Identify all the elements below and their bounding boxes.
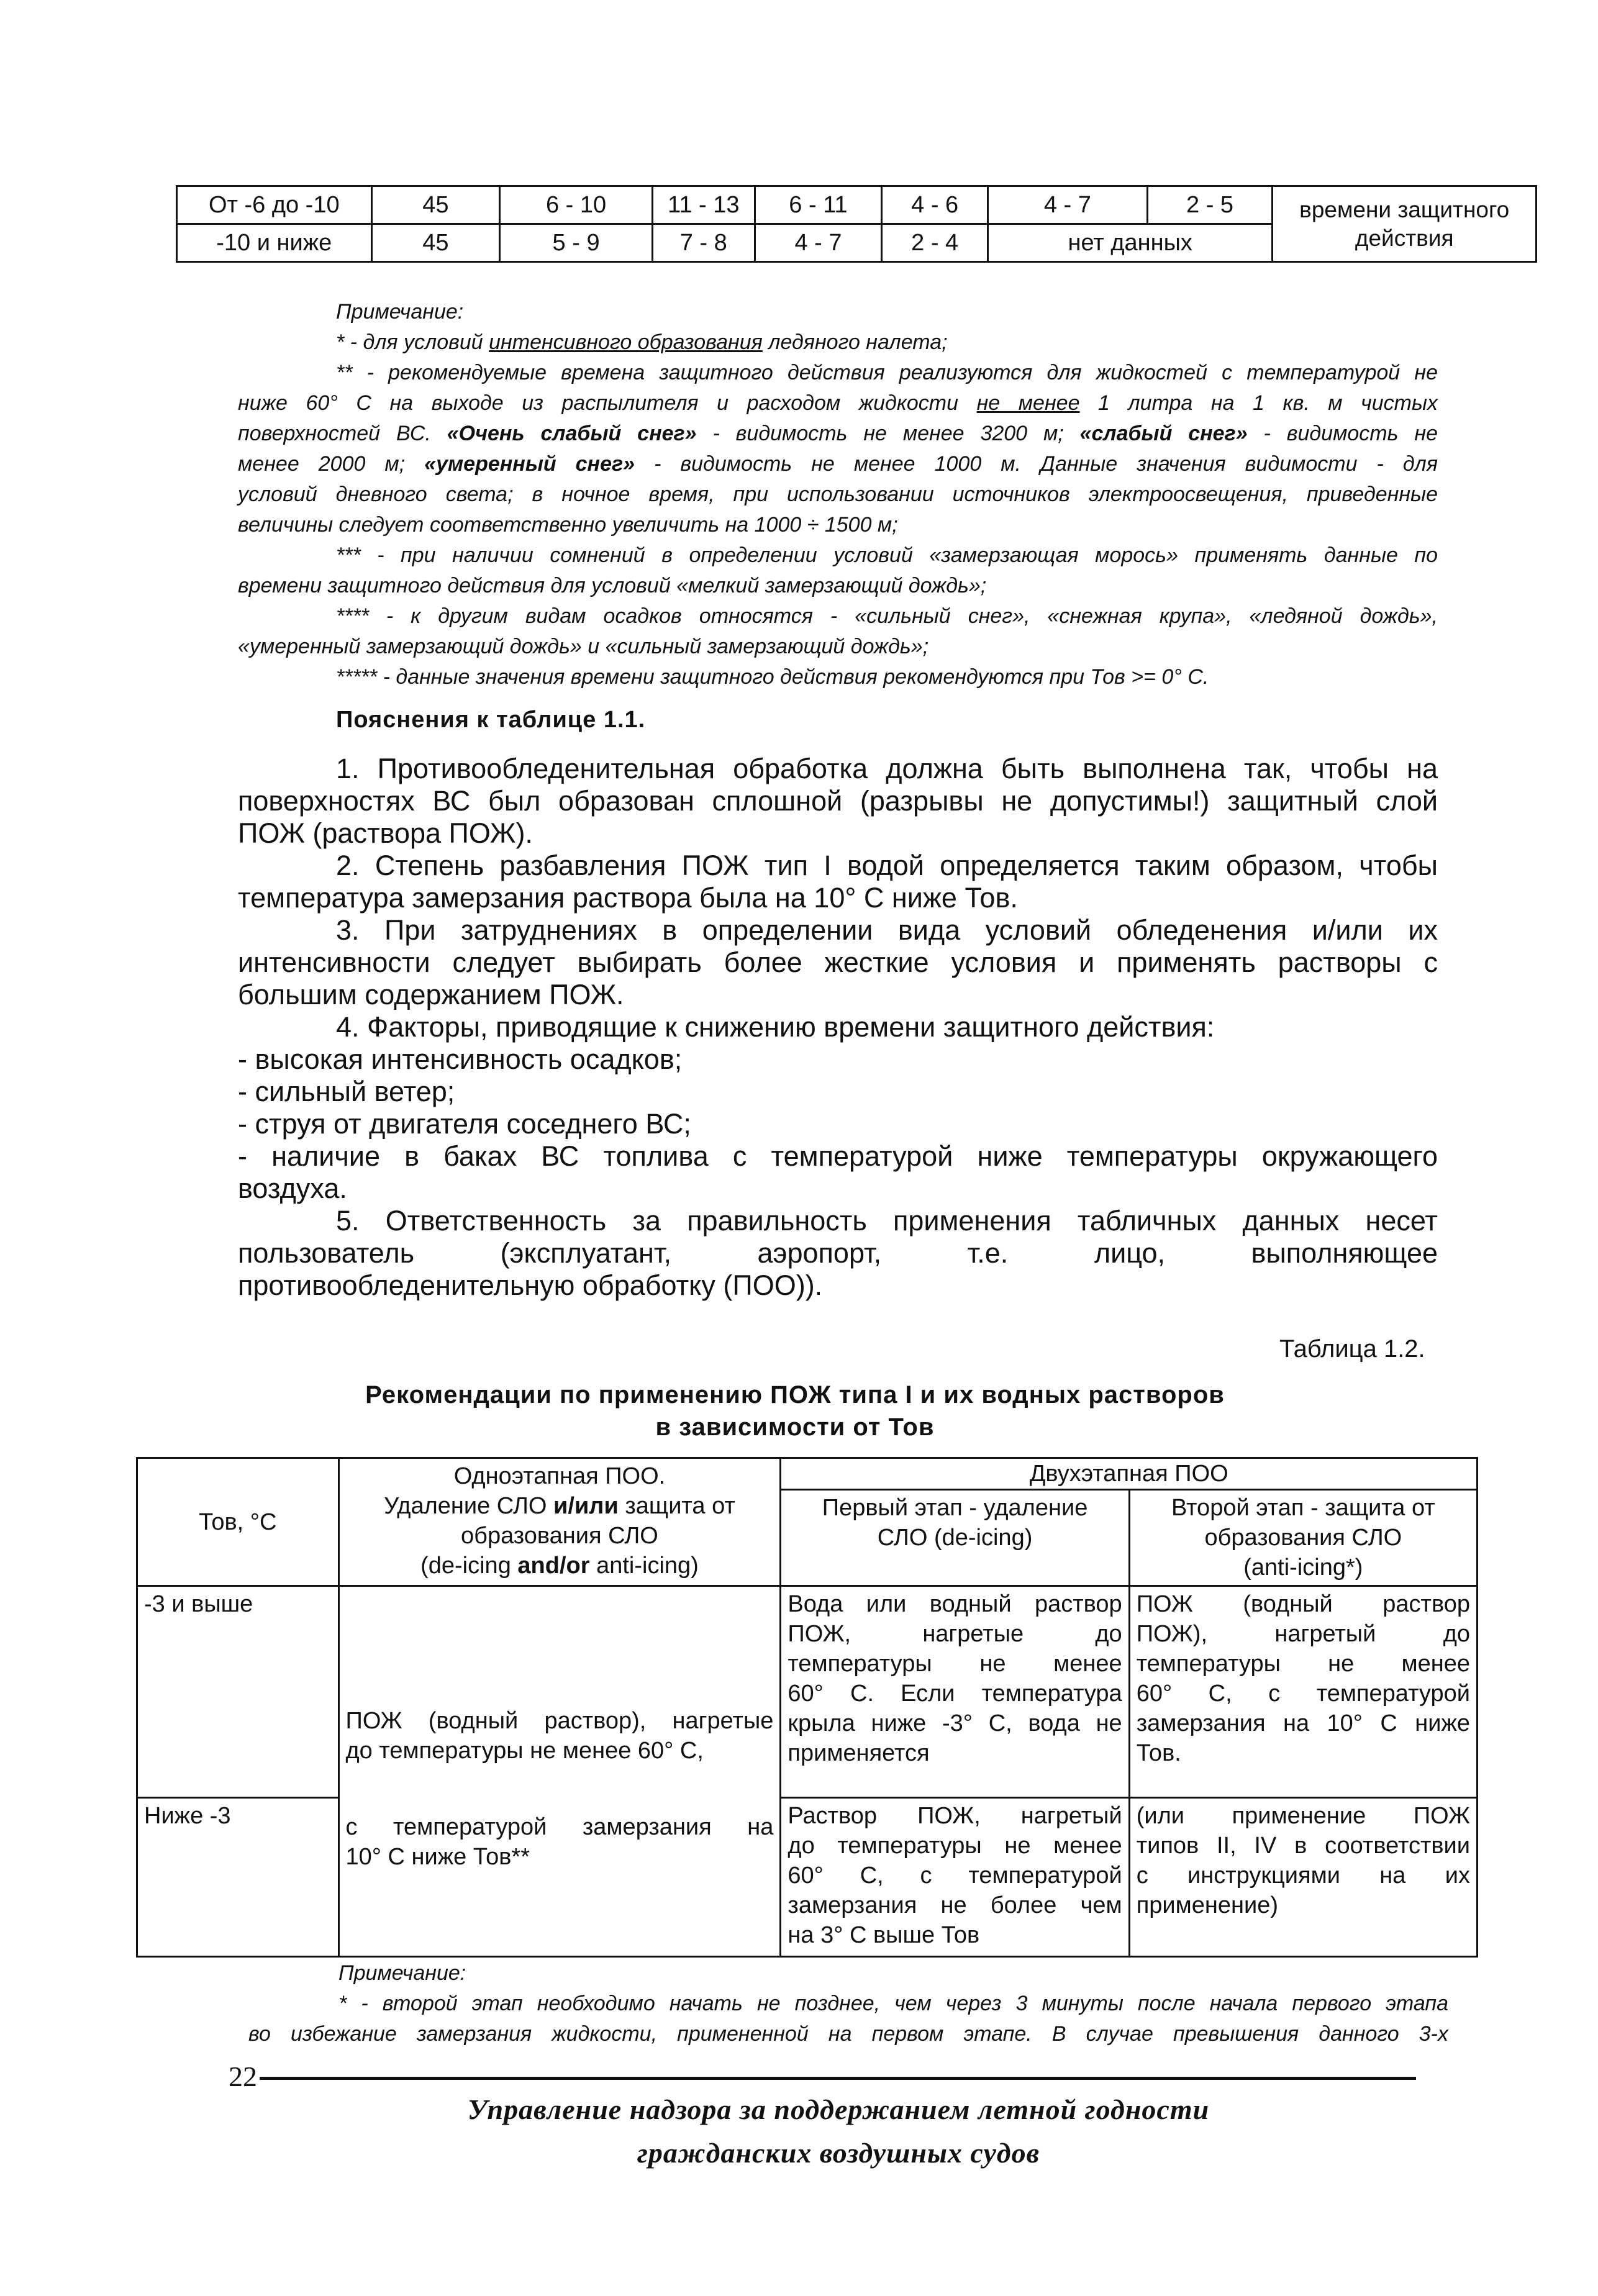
explanation-line: большим содержанием ПОЖ. [238, 979, 624, 1010]
explanation-line: 5. Ответственность за правильность применения табличных данных несет [336, 1205, 1438, 1236]
note-line: * - второй этап необходимо начать не позднее, чем через 3 минуты после начала первого этапа [338, 1992, 1448, 2015]
notes-title: Примечание: [338, 1961, 466, 1985]
note-4-line: **** - к другим видам осадков относятся - «сильный снег», «снежная крупа», «ледяной дождь», [336, 604, 1438, 628]
header-text: защита от [618, 1493, 735, 1519]
note-term-bold: «Очень слабый снег» [447, 422, 697, 445]
note-3-line: *** - при наличии сомнений в определении условий «замерзающая морось» применять данные по [336, 543, 1438, 567]
explanations-body [238, 753, 1438, 1302]
footer-divider [260, 2077, 1416, 2080]
cell-first-stage [781, 1798, 1129, 1957]
footer-line-2: гражданских воздушных судов [637, 2137, 1040, 2169]
header-line [346, 1551, 774, 1581]
explanation-line: 4. Факторы, приводящие к снижению времени защитного действия: [336, 1011, 1215, 1043]
note-2-line: величины следует соответственно увеличить на 1000 ÷ 1500 м; [238, 513, 898, 537]
cell-line: Вода или водный раствор [788, 1591, 1122, 1617]
bullet-item: - струя от двигателя соседнего ВС; [238, 1108, 691, 1140]
explanation-line: противообледенительную обработку (ПОО)). [238, 1269, 823, 1301]
cell-line: Раствор ПОЖ, нагретый [788, 1803, 1122, 1829]
cell-line: ПОЖ (водный раствор), нагретые [345, 1708, 774, 1734]
notes-table-1-2 [248, 1958, 1448, 2049]
header-first-stage [781, 1490, 1129, 1586]
table-title-line: Рекомендации по применению ПОЖ типа I и их водных растворов [365, 1381, 1225, 1409]
table-cell: 45 [371, 224, 500, 262]
note-term-bold: «умеренный снег» [424, 452, 635, 476]
cell-line: ПОЖ (водный раствор [1136, 1591, 1470, 1617]
table-cell-protective-time [1273, 186, 1537, 262]
table-cell: 11 - 13 [652, 186, 755, 224]
cell-one-stage [338, 1586, 781, 1957]
header-line: СЛО (de-icing) [877, 1525, 1033, 1551]
cell-line: температуры не менее [1136, 1651, 1470, 1677]
cell-line: типов II, IV в соответствии [1136, 1833, 1470, 1859]
cell-line: времени защитного [1299, 196, 1510, 222]
header-text-bold: и/или [553, 1493, 619, 1519]
explanation-line: ПОЖ (раствора ПОЖ). [238, 817, 533, 849]
header-line: Второй этап - защита от [1171, 1495, 1435, 1521]
header-text-bold: and/or [517, 1553, 590, 1579]
table-cell: 2 - 4 [882, 224, 988, 262]
cell-line: крыла ниже -3° С, вода не [788, 1710, 1122, 1736]
cell-line: ПОЖ, нагретые до [788, 1621, 1122, 1647]
page-number: 22 [229, 2061, 257, 2092]
explanations-heading: Пояснения к таблице 1.1. [336, 707, 646, 733]
explanation-line: 2. Степень разбавления ПОЖ тип I водой определяется таким образом, чтобы [336, 850, 1438, 881]
table-cell: нет данных [988, 224, 1273, 262]
note-3-line: времени защитного действия для условий «мелкий замерзающий дождь»; [238, 574, 987, 597]
header-two-stage: Двухэтапная ПОО [781, 1458, 1478, 1490]
table-cell: 5 - 9 [500, 224, 653, 262]
cell-line: применяется [788, 1740, 930, 1766]
header-tov: Тов, °С [137, 1458, 339, 1586]
table-label: Таблица 1.2. [1279, 1335, 1425, 1363]
explanation-line: пользователь (эксплуатант, аэропорт, т.е. лицо, выполняющее [238, 1237, 1438, 1269]
cell-line: ПОЖ), нагретый до [1136, 1621, 1470, 1647]
note-term-bold: «слабый снег» [1079, 422, 1248, 445]
explanation-line: 1. Противообледенительная обработка должна быть выполнена так, чтобы на [336, 753, 1438, 784]
notes-title: Примечание: [336, 300, 464, 324]
note-text: поверхностей ВС. [238, 422, 447, 445]
note-text: ледяного налета; [762, 330, 948, 354]
table-cell: 2 - 5 [1147, 186, 1273, 224]
explanation-line: интенсивности следует выбирать более жесткие условия и применять растворы с [238, 946, 1438, 978]
cell-line: замерзания не более чем [788, 1892, 1122, 1918]
note-text: - видимость не [1247, 422, 1438, 445]
header-one-stage [338, 1458, 781, 1586]
note-text-underlined: интенсивного образования [489, 330, 763, 354]
cell-line: до температуры не менее [788, 1833, 1122, 1859]
table-cell: От -6 до -10 [177, 186, 372, 224]
cell-line: действия [1355, 225, 1454, 251]
header-text: (de-icing [420, 1553, 518, 1579]
note-2-line [238, 419, 1438, 449]
note-text-underlined: не менее [976, 391, 1080, 415]
cell-second-stage [1129, 1798, 1477, 1957]
bullet-item: - сильный ветер; [238, 1076, 455, 1107]
table-row [177, 186, 1537, 224]
notes-table-1-1 [238, 297, 1438, 692]
note-text: менее 2000 м; [238, 452, 425, 476]
cell-line: замерзания на 10° С ниже [1136, 1710, 1470, 1736]
table-cell: 4 - 7 [755, 224, 882, 262]
cell-line: на 3° С выше Тов [788, 1922, 980, 1948]
explanation-line: 3. При затруднениях в определении вида условий обледенения и/или их [336, 914, 1438, 946]
header-line: (anti-icing*) [1243, 1554, 1363, 1581]
header-second-stage [1129, 1490, 1477, 1586]
cell-line: 60° С. Если температура [788, 1681, 1122, 1707]
note-text: 1 литра на 1 кв. м чистых [1079, 391, 1438, 415]
cell-second-stage [1129, 1586, 1477, 1798]
note-text: * - для условий [336, 330, 489, 354]
table-header-row [137, 1458, 1478, 1490]
table-title [186, 1379, 1404, 1443]
header-line [346, 1491, 774, 1521]
cell-line: с инструкциями на их [1136, 1863, 1470, 1889]
explanation-line: поверхностях ВС был образован сплошной (разрывы не допустимы!) защитный слой [238, 785, 1438, 817]
footer-line-1: Управление надзора за поддержанием летной годности [467, 2094, 1210, 2125]
table-cell: 6 - 11 [755, 186, 882, 224]
cell-line: с температурой замерзания на [345, 1814, 774, 1840]
note-5: ***** - данные значения времени защитного действия рекомендуются при Тов >= 0° С. [336, 665, 1209, 689]
table-cell: -10 и ниже [177, 224, 372, 262]
table-1-2 [136, 1457, 1478, 1958]
table-title-line: в зависимости от Тов [655, 1413, 935, 1441]
note-text: - видимость не менее 1000 м. Данные значения видимости - для [635, 452, 1438, 476]
table-row [137, 1798, 1478, 1957]
cell-line: 10° С ниже Тов** [345, 1844, 530, 1870]
bullet-item: - наличие в баках ВС топлива с температурой ниже температуры окружающего [238, 1140, 1438, 1172]
cell-line: (или применение ПОЖ [1136, 1803, 1470, 1829]
cell-line: до температуры не менее 60° С, [345, 1738, 704, 1764]
cell-line: применение) [1136, 1892, 1279, 1918]
note-text: - видимость не менее 3200 м; [696, 422, 1080, 445]
cell-first-stage [781, 1586, 1129, 1798]
header-text: Удаление СЛО [384, 1493, 554, 1519]
cell-tov: Ниже -3 [137, 1798, 339, 1957]
cell-tov: -3 и выше [137, 1586, 339, 1798]
cell-line: 60° С, с температурой [788, 1863, 1122, 1889]
header-line: Первый этап - удаление [822, 1495, 1088, 1521]
cell-line: температуры не менее [788, 1651, 1122, 1677]
note-line: во избежание замерзания жидкости, примененной на первом этапе. В случае превышения данного 3-х [248, 2022, 1448, 2046]
table-row [137, 1586, 1478, 1798]
cell-line: 60° С, с температурой [1136, 1681, 1470, 1707]
table-cell: 7 - 8 [652, 224, 755, 262]
note-1 [238, 327, 1438, 358]
table-cell: 4 - 6 [882, 186, 988, 224]
note-2-line [238, 449, 1438, 479]
note-text: ниже 60° С на выходе из распылителя и расходом жидкости [238, 391, 977, 415]
note-2-line: ** - рекомендуемые времена защитного действия реализуются для жидкостей с температурой не [336, 361, 1438, 384]
table-cell: 4 - 7 [988, 186, 1148, 224]
header-line: образования СЛО [461, 1523, 658, 1549]
table-cell: 45 [371, 186, 500, 224]
bullet-item: - высокая интенсивность осадков; [238, 1043, 683, 1075]
table-cell: 6 - 10 [500, 186, 653, 224]
note-2-line: условий дневного света; в ночное время, при использовании источников электроосвещения, приведенные [238, 483, 1438, 506]
header-line: образования СЛО [1204, 1525, 1402, 1551]
bullet-item: воздуха. [238, 1173, 347, 1204]
note-4-line: «умеренный замерзающий дождь» и «сильный замерзающий дождь»; [238, 635, 929, 658]
note-2-line [238, 388, 1438, 419]
table-1-1-continuation [176, 185, 1537, 263]
header-text: anti-icing) [589, 1553, 699, 1579]
explanation-line: температура замерзания раствора была на 10° С ниже Тов. [238, 882, 1018, 914]
cell-line: Тов. [1136, 1740, 1181, 1766]
header-line: Одноэтапная ПОО. [453, 1463, 666, 1489]
